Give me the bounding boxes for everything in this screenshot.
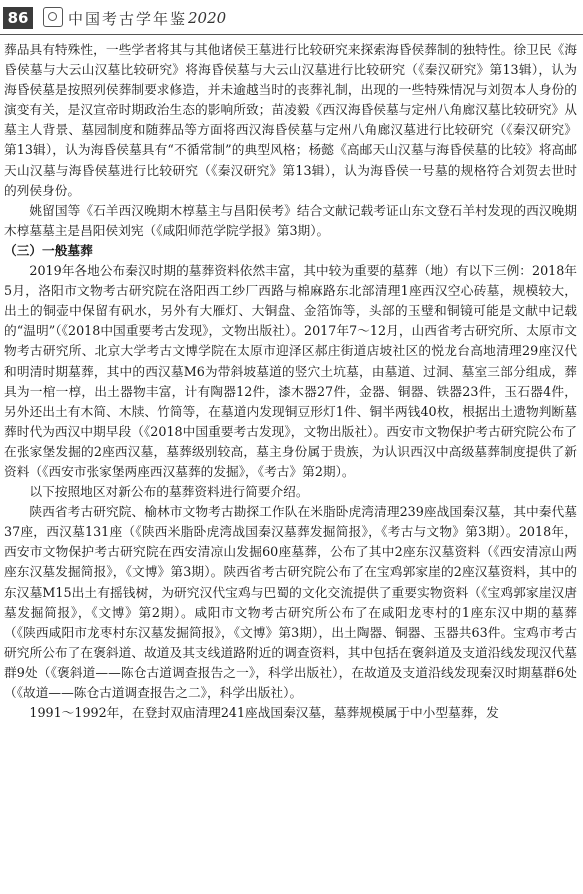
page-header (0, 0, 583, 36)
paragraph: 姚留国等《石羊西汉晚期木椁墓主与昌阳侯考》结合文献记载考证山东文登石羊村发现的西汉晚期木椁墓墓主是昌阳侯刘宪（《咸阳师范学院学报》第3期）。 (4, 202, 577, 238)
paragraph: 以下按照地区对新公布的墓葬资料进行简要介绍。 (29, 484, 309, 500)
header-rule (0, 34, 583, 35)
page-number: 86 (3, 7, 33, 29)
section-heading: （三）一般墓葬 (4, 242, 93, 258)
paragraph: 陕西省考古研究院、榆林市文物考古勘探工作队在米脂卧虎湾清理239座战国秦汉墓，其中秦代墓37座，西汉墓131座（《陕西米脂卧虎湾战国秦汉墓葬发掘简报》，《考古与文物》第3期）。2018年，西安市文物保护考古研究院在西安清凉山发掘60座墓葬，公布了其中2座东汉墓资料（《西安清凉山两座东汉墓发掘简报》，《文博》第3期）。陕西省考古研究院公布了在宝鸡郭家崖的2座汉墓资料，其中的东汉墓M15出土有摇钱树，为研究汉代宝鸡与巴蜀的文化交流提供了重要实物资料（《宝鸡郭家崖汉唐墓发掘简报》，《文博》第2期）。咸阳市文物考古研究所公布了在咸阳龙枣村的1座东汉中期的墓葬（《陕西咸阳市龙枣村东汉墓发掘简报》，《文博》第3期），出土陶器、铜器、玉器共63件。宝鸡市考古研究所公布了在褒斜道、故道及其支线道路附近的调查资料，其中包括在褒斜道及支道沿线发现汉代墓群9处（《褒斜道——陈仓古道调查报告之一》，科学出版社），在故道及支道沿线发现秦汉时期墓群6处（《故道——陈仓古道调查报告之二》，科学出版社）。 (4, 504, 577, 700)
yearbook-emblem-icon (43, 7, 63, 27)
paragraph: 葬品具有特殊性，一些学者将其与其他诸侯王墓进行比较研究来探索海昏侯葬制的独特性。徐卫民《海昏侯墓与大云山汉墓比较研究》将海昏侯墓与大云山汉墓进行比较研究（《秦汉研究》第13辑），认为海昏侯墓是按照列侯葬制要求修造，并未逾越当时的丧葬礼制，出现的一些特殊情况与刘贺本人身份的演变有关，是汉宣帝时期政治生态的影响所致；苗凌毅《西汉海昏侯墓与定州八角廊汉墓比较研究》从墓主人背景、墓园制度和随葬品等方面将西汉海昏侯墓与定州八角廊汉墓进行比较研究（《秦汉研究》第13辑），认为海昏侯墓具有“不循常制”的典型风格；杨懿《高邮天山汉墓与海昏侯墓的比较》将高邮天山汉墓与海昏侯墓进行比较研究（《秦汉研究》第13辑），认为海昏侯一号墓的规格符合刘贺去世时的列侯身份。 (4, 42, 577, 198)
article-body (4, 40, 577, 723)
paragraph: 1991～1992年，在登封双庙清理241座战国秦汉墓，墓葬规模属于中小型墓葬，发 (29, 705, 499, 721)
paragraph: 2019年各地公布秦汉时期的墓葬资料依然丰富，其中较为重要的墓葬（地）有以下三例：2018年5月，洛阳市文物考古研究院在洛阳西工纱厂西路与棉麻路东北部清理1座西汉空心砖墓，规模较大，出土的铜壶中保留有矾水，另外有大雁灯、大铜盘、金箔饰等，头部的玉璧和铜镜可能是文献中记载的“温明”（《2018中国重要考古发现》，文物出版社）。2017年7～12月，山西省考古研究所、太原市文物考古研究所、北京大学考古文博学院在太原市迎泽区郝庄街道店坡社区的悦龙台高地清理29座汉代和明清时期墓葬，其中的西汉墓M6为带斜坡墓道的竖穴土坑墓，由墓道、过洞、墓室三部分组成，葬具为一棺一椁，出土器物丰富，计有陶器12件，漆木器27件，金器、铜器、铁器23件，玉石器4件，另外还出土有木简、木牍、竹简等，在墓道内发现铜豆形灯1件、铜半两钱40枚，根据出土遗物判断墓葬时代为西汉中期早段（《2018中国重要考古发现》，文物出版社）。西安市文物保护考古研究院公布了在张家堡发掘的2座西汉墓，墓葬级别较高，墓主身份属于贵族，为认识西汉中高级墓葬制度提供了新资料（《西安市张家堡两座西汉墓葬的发掘》，《考古》第2期）。 (4, 263, 577, 479)
journal-title: 中国考古学年鉴 (68, 10, 188, 28)
journal-year: 2020 (188, 9, 227, 27)
